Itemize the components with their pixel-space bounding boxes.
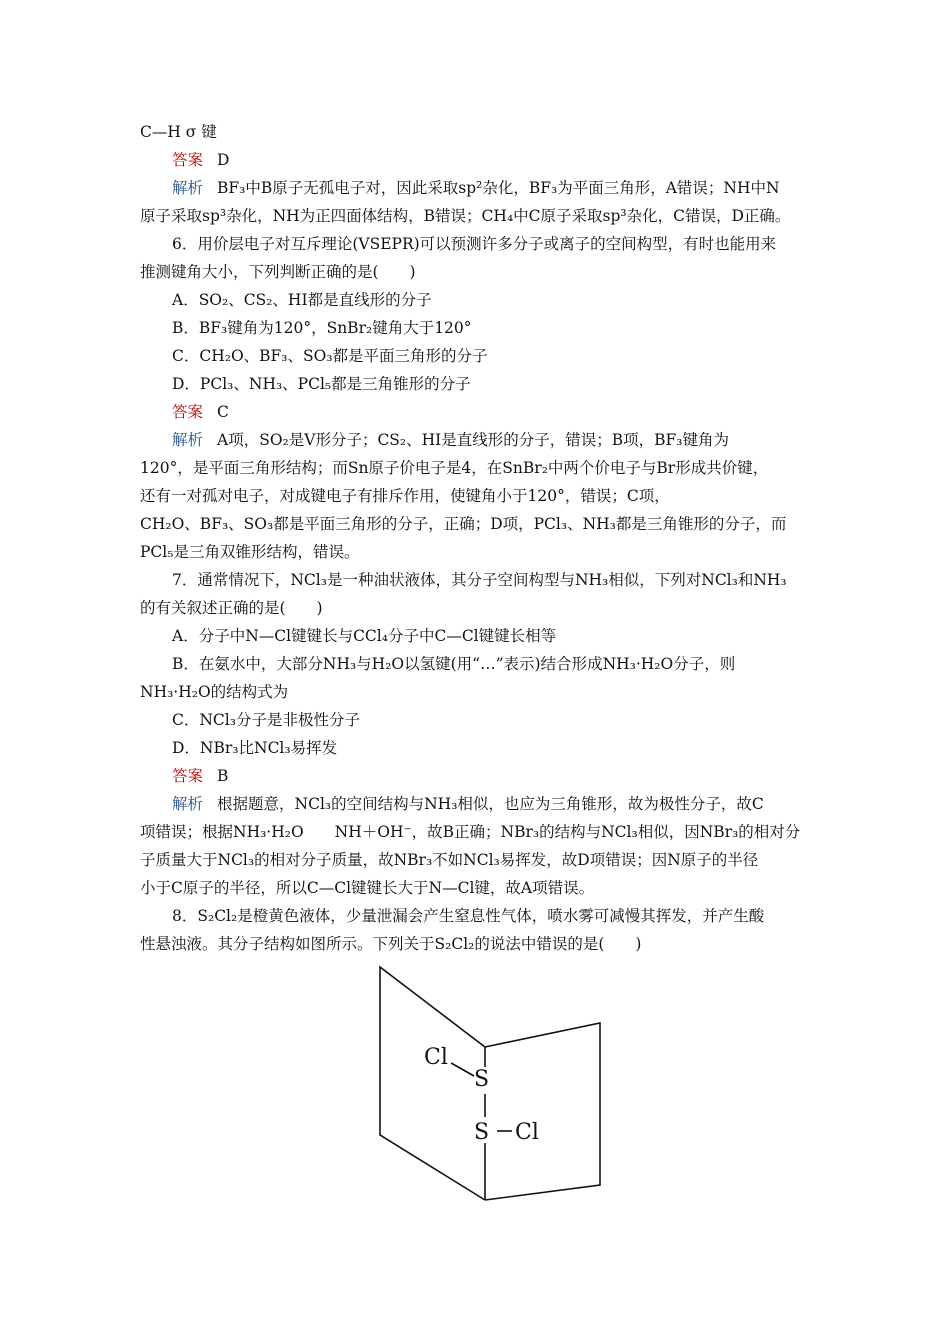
answer-label: 答案	[172, 767, 204, 785]
analysis-text: A项，SO₂是V形分子；CS₂、HI是直线形的分子，错误；B项，BF₃键角为	[217, 431, 730, 449]
text-line: 小于C原子的半径，所以C—Cl键键长大于N—Cl键，故A项错误。	[140, 879, 595, 897]
option-a: A．SO₂、CS₂、HI都是直线形的分子	[172, 291, 432, 309]
text-line: 子质量大于NCl₃的相对分子质量，故NBr₃不如NCl₃易挥发，故D项错误；因N原子的半径	[140, 851, 759, 869]
question-8-stem: 8．S₂Cl₂是橙黄色液体，少量泄漏会产生窒息性气体，喷水雾可减慢其挥发，并产生酸	[172, 907, 765, 925]
answer-line	[172, 762, 812, 790]
analysis-line	[172, 426, 812, 454]
atom-cl-bottom: Cl	[515, 1120, 539, 1145]
text-line: 推测键角大小，下列判断正确的是( )	[140, 263, 416, 281]
analysis-label: 解析	[172, 431, 204, 449]
atom-s-bottom: S	[474, 1120, 490, 1145]
s2cl2-structure-figure	[368, 955, 616, 1203]
answer-line	[172, 146, 812, 174]
molecule-diagram	[368, 955, 616, 1203]
answer-value: C	[217, 403, 229, 421]
option-d: D．PCl₃、NH₃、PCl₅都是三角锥形的分子	[172, 375, 471, 393]
atom-cl-top: Cl	[424, 1045, 448, 1070]
text-line: 原子采取sp³杂化，NH为正四面体结构，B错误；CH₄中C原子采取sp³杂化，C错误，D正确。	[140, 207, 791, 225]
option-d: D．NBr₃比NCl₃易挥发	[172, 739, 338, 757]
option-c: C．CH₂O、BF₃、SO₃都是平面三角形的分子	[172, 347, 488, 365]
option-c: C．NCl₃分子是非极性分子	[172, 711, 360, 729]
question-6-stem: 6．用价层电子对互斥理论(VSEPR)可以预测许多分子或离子的空间构型，有时也能用来	[172, 235, 777, 253]
question-7-stem: 7．通常情况下，NCl₃是一种油状液体，其分子空间构型与NH₃相似，下列对NCl₃和NH₃	[172, 571, 787, 589]
text-line: 性悬浊液。其分子结构如图所示。下列关于S₂Cl₂的说法中错误的是( )	[140, 935, 642, 953]
option-a: A．分子中N—Cl键键长与CCl₄分子中C—Cl键键长相等	[172, 627, 557, 645]
answer-line	[172, 398, 812, 426]
option-b: B．BF₃键角为120°，SnBr₂键角大于120°	[172, 319, 472, 337]
option-b: B．在氨水中，大部分NH₃与H₂O以氢键(用“…”表示)结合形成NH₃·H₂O分子，则	[172, 655, 736, 673]
answer-label: 答案	[172, 151, 204, 169]
analysis-text: 根据题意，NCl₃的空间结构与NH₃相似，也应为三角锥形，故为极性分子，故C	[217, 795, 764, 813]
analysis-label: 解析	[172, 795, 204, 813]
analysis-line	[172, 174, 812, 202]
answer-value: D	[217, 151, 230, 169]
answer-value: B	[217, 767, 229, 785]
atom-s-top: S	[474, 1067, 490, 1092]
analysis-text: BF₃中B原子无孤电子对，因此采取sp²杂化，BF₃为平面三角形，A错误；NH中N	[217, 179, 780, 197]
text-line: 120°，是平面三角形结构；而Sn原子价电子是4，在SnBr₂中两个价电子与Br形成共价键，	[140, 459, 769, 477]
answer-label: 答案	[172, 403, 204, 421]
text-line: 项错误；根据NH₃·H₂O NH＋OH⁻，故B正确；NBr₃的结构与NCl₃相似，因NBr₃的相对分	[140, 823, 801, 841]
analysis-label: 解析	[172, 179, 204, 197]
text-line: C—H σ 键	[140, 123, 217, 141]
text-line: NH₃·H₂O的结构式为	[140, 683, 289, 701]
text-line: 还有一对孤对电子，对成键电子有排斥作用，使键角小于120°，错误；C项，	[140, 487, 670, 505]
text-line: PCl₅是三角双锥形结构，错误。	[140, 543, 360, 561]
text-line: CH₂O、BF₃、SO₃都是平面三角形的分子，正确；D项，PCl₃、NH₃都是三角锥形的分子，而	[140, 515, 787, 533]
analysis-line	[172, 790, 812, 818]
text-line: 的有关叙述正确的是( )	[140, 599, 323, 617]
